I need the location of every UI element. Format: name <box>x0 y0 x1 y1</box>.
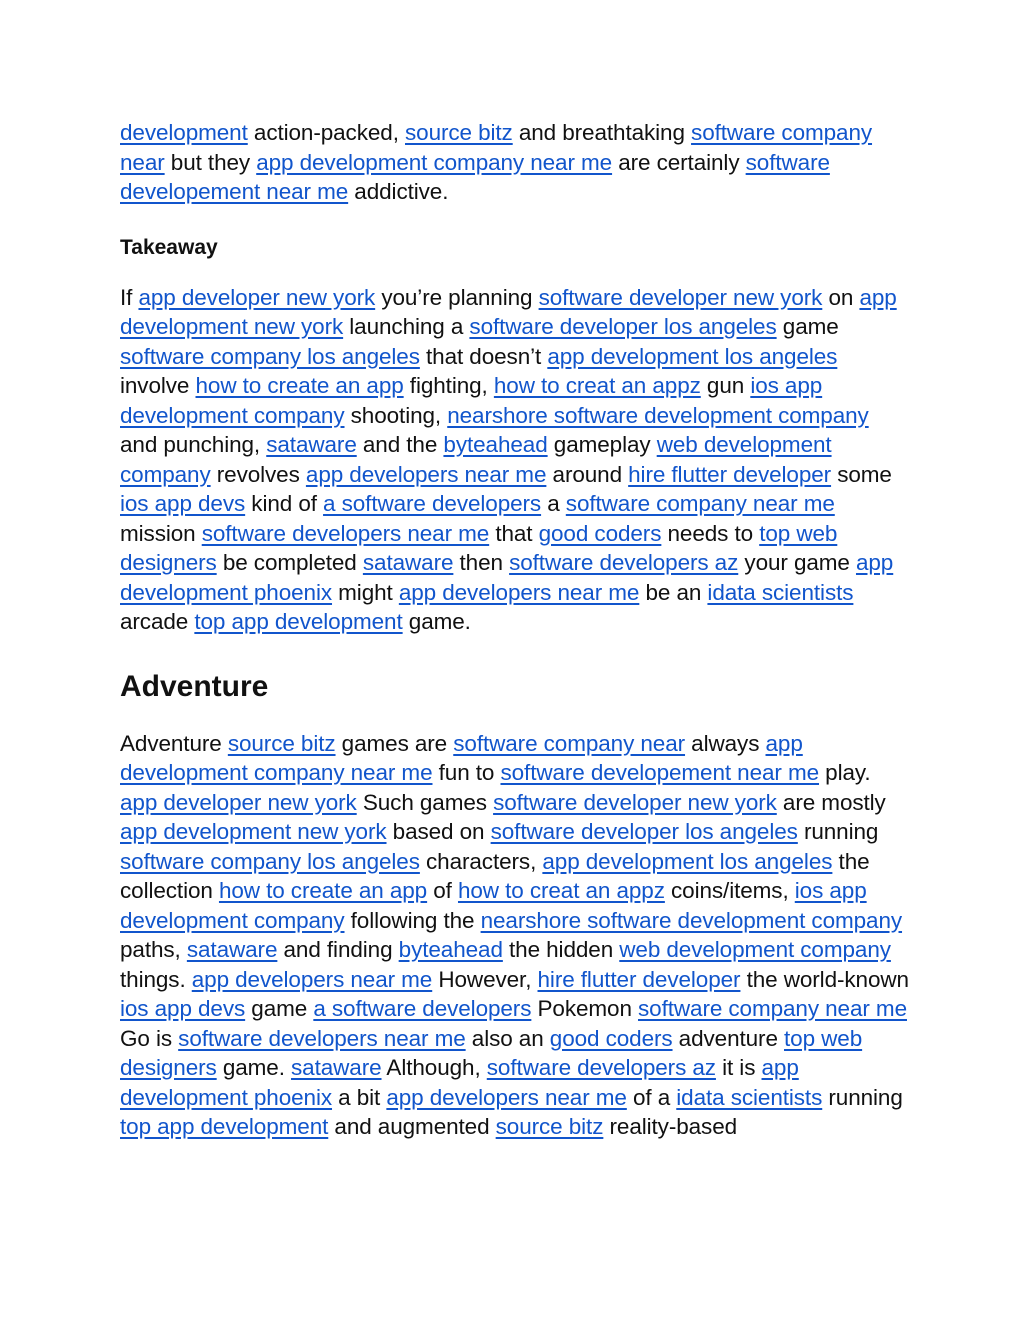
inline-link[interactable]: top web designers <box>120 520 838 575</box>
text-run: game <box>776 314 839 339</box>
text-run: needs to <box>661 520 760 546</box>
text-run: characters, <box>419 848 543 874</box>
inline-link[interactable]: source bitz <box>227 730 336 756</box>
inline-link[interactable]: nearshore software development company <box>447 402 869 428</box>
inline-link[interactable]: app developers near me <box>398 579 640 605</box>
inline-link[interactable]: app developers near me <box>191 966 433 992</box>
text-run: and the <box>356 432 444 457</box>
inline-link[interactable]: software company near me <box>638 996 907 1021</box>
text-run: running <box>797 819 879 844</box>
inline-link[interactable]: how to creat an appz <box>493 373 701 398</box>
inline-link[interactable]: how to creat an appz <box>457 878 665 903</box>
inline-link[interactable]: idata scientists <box>676 1084 823 1110</box>
inline-link[interactable]: software developers az <box>509 550 739 575</box>
text-run: Although, <box>381 1055 487 1080</box>
text-run: arcade <box>120 609 195 634</box>
paragraph-intro <box>120 118 910 207</box>
inline-link[interactable]: software developer new york <box>493 789 777 815</box>
inline-link[interactable]: nearshore software development company <box>480 907 903 933</box>
text-run: and punching, <box>120 432 267 457</box>
text-run: Adventure <box>120 730 228 756</box>
text-run: fun to <box>432 760 501 785</box>
inline-link[interactable]: software developers near me <box>201 520 490 546</box>
inline-link[interactable]: app development company near me <box>120 730 803 785</box>
text-run: games are <box>335 730 454 756</box>
text-run: addictive. <box>348 179 449 204</box>
text-run: a bit <box>332 1084 387 1110</box>
inline-link[interactable]: ios app devs <box>120 491 246 516</box>
text-run: However, <box>432 966 538 992</box>
text-run: and augmented <box>328 1114 496 1139</box>
inline-link[interactable]: software company near <box>120 120 873 175</box>
text-run: of a <box>626 1084 677 1110</box>
text-run: that <box>489 520 539 546</box>
inline-link[interactable]: top web designers <box>120 1025 863 1080</box>
paragraph-adventure <box>120 729 910 1142</box>
text-run: are mostly <box>776 789 886 815</box>
inline-link[interactable]: sataware <box>186 937 278 962</box>
text-run: be an <box>639 579 708 605</box>
text-run: following the <box>344 907 481 933</box>
text-run: game. <box>402 609 471 634</box>
text-run: and breathtaking <box>512 120 692 145</box>
text-run: Go is <box>120 1025 179 1051</box>
text-run: the collection <box>120 848 870 903</box>
inline-link[interactable]: app development company near me <box>256 149 613 175</box>
inline-link[interactable]: ios app development company <box>120 373 823 428</box>
text-run: might <box>332 579 399 605</box>
text-run: game. <box>216 1055 292 1080</box>
subheading-takeaway: Takeaway <box>120 235 218 259</box>
text-run: involve <box>120 373 196 398</box>
text-run: a <box>541 491 566 516</box>
inline-link[interactable]: byteahead <box>398 937 503 962</box>
inline-link[interactable]: software company near <box>453 730 686 756</box>
inline-link[interactable]: web development company <box>619 937 891 962</box>
text-run: gameplay <box>547 432 657 457</box>
text-run: are certainly <box>612 149 746 175</box>
text-run: then <box>453 550 510 575</box>
inline-link[interactable]: development <box>120 120 248 145</box>
text-run: Such games <box>356 789 494 815</box>
text-run: revolves <box>210 461 306 487</box>
text-run: on <box>822 284 860 310</box>
inline-link[interactable]: how to create an app <box>218 878 428 903</box>
text-run: you’re planning <box>375 284 539 310</box>
text-run: Pokemon <box>531 996 639 1021</box>
text-run: the hidden <box>502 937 620 962</box>
text-run: If <box>120 284 139 310</box>
inline-link[interactable]: how to create an app <box>195 373 404 398</box>
inline-link[interactable]: app developers near me <box>386 1084 627 1110</box>
text-run: reality-based <box>603 1114 738 1139</box>
inline-link[interactable]: software developer los angeles <box>490 819 798 844</box>
inline-link[interactable]: sataware <box>266 432 357 457</box>
inline-link[interactable]: sataware <box>362 550 454 575</box>
inline-link[interactable]: app development new york <box>120 284 897 339</box>
inline-link[interactable]: good coders <box>538 520 662 546</box>
paragraph-takeaway <box>120 283 910 637</box>
text-run: running <box>822 1084 903 1110</box>
inline-link[interactable]: app development phoenix <box>120 550 894 605</box>
inline-link[interactable]: software developers near me <box>178 1025 466 1051</box>
text-run: some <box>831 461 892 487</box>
inline-link[interactable]: app development los angeles <box>542 848 833 874</box>
text-run: fighting, <box>403 373 494 398</box>
inline-link[interactable]: a software developers <box>313 996 532 1021</box>
text-run: kind of <box>245 491 324 516</box>
text-run: play. <box>819 760 871 785</box>
inline-link[interactable]: app developers near me <box>305 461 547 487</box>
text-run: coins/items, <box>664 878 795 903</box>
text-run: game <box>245 996 314 1021</box>
text-run: the world-known <box>740 966 909 992</box>
inline-link[interactable]: top app development <box>194 609 403 634</box>
inline-link[interactable]: web development company <box>120 432 832 487</box>
text-run: be completed <box>216 550 363 575</box>
inline-link[interactable]: source bitz <box>495 1114 604 1139</box>
inline-link[interactable]: source bitz <box>405 120 513 145</box>
inline-link[interactable]: a software developers <box>323 491 542 516</box>
text-run: also an <box>465 1025 550 1051</box>
document-page <box>120 118 910 1142</box>
inline-link[interactable]: byteahead <box>443 432 548 457</box>
inline-link[interactable]: software developer new york <box>538 284 823 310</box>
inline-link[interactable]: good coders <box>549 1025 673 1051</box>
inline-link[interactable]: ios app development company <box>120 878 867 933</box>
inline-link[interactable]: hire flutter developer <box>537 966 741 992</box>
inline-link[interactable]: software developement near me <box>500 760 820 785</box>
inline-link[interactable]: software developer los angeles <box>469 314 777 339</box>
inline-link[interactable]: app developer new york <box>120 789 357 815</box>
inline-link[interactable]: app development los angeles <box>547 343 838 369</box>
inline-link[interactable]: sataware <box>291 1055 382 1080</box>
text-run: based on <box>386 819 491 844</box>
text-run: adventure <box>672 1025 785 1051</box>
text-run: mission <box>120 520 202 546</box>
text-run: things. <box>120 966 192 992</box>
text-run: launching a <box>343 314 470 339</box>
inline-link[interactable]: software company los angeles <box>120 343 420 369</box>
text-run: your game <box>738 550 856 575</box>
text-run: paths, <box>120 937 187 962</box>
inline-link[interactable]: software company los angeles <box>120 848 420 874</box>
inline-link[interactable]: top app development <box>120 1114 329 1139</box>
text-run: it is <box>715 1055 762 1080</box>
inline-link[interactable]: software developers az <box>486 1055 716 1080</box>
inline-link[interactable]: idata scientists <box>707 579 854 605</box>
text-run: and finding <box>277 937 399 962</box>
text-run: always <box>685 730 766 756</box>
text-run: shooting, <box>344 402 448 428</box>
inline-link[interactable]: app development new york <box>120 819 387 844</box>
inline-link[interactable]: hire flutter developer <box>628 461 832 487</box>
text-run: around <box>546 461 629 487</box>
inline-link[interactable]: ios app devs <box>120 996 246 1021</box>
text-run: that doesn’t <box>419 343 548 369</box>
text-run: but they <box>164 149 257 175</box>
text-run: gun <box>700 373 751 398</box>
inline-link[interactable]: software company near me <box>565 491 835 516</box>
text-run: of <box>427 878 458 903</box>
inline-link[interactable]: app development phoenix <box>120 1055 799 1110</box>
heading-adventure: Adventure <box>120 669 269 703</box>
text-run: action-packed, <box>247 120 405 145</box>
inline-link[interactable]: software developement near me <box>120 149 830 204</box>
inline-link[interactable]: app developer new york <box>138 284 376 310</box>
